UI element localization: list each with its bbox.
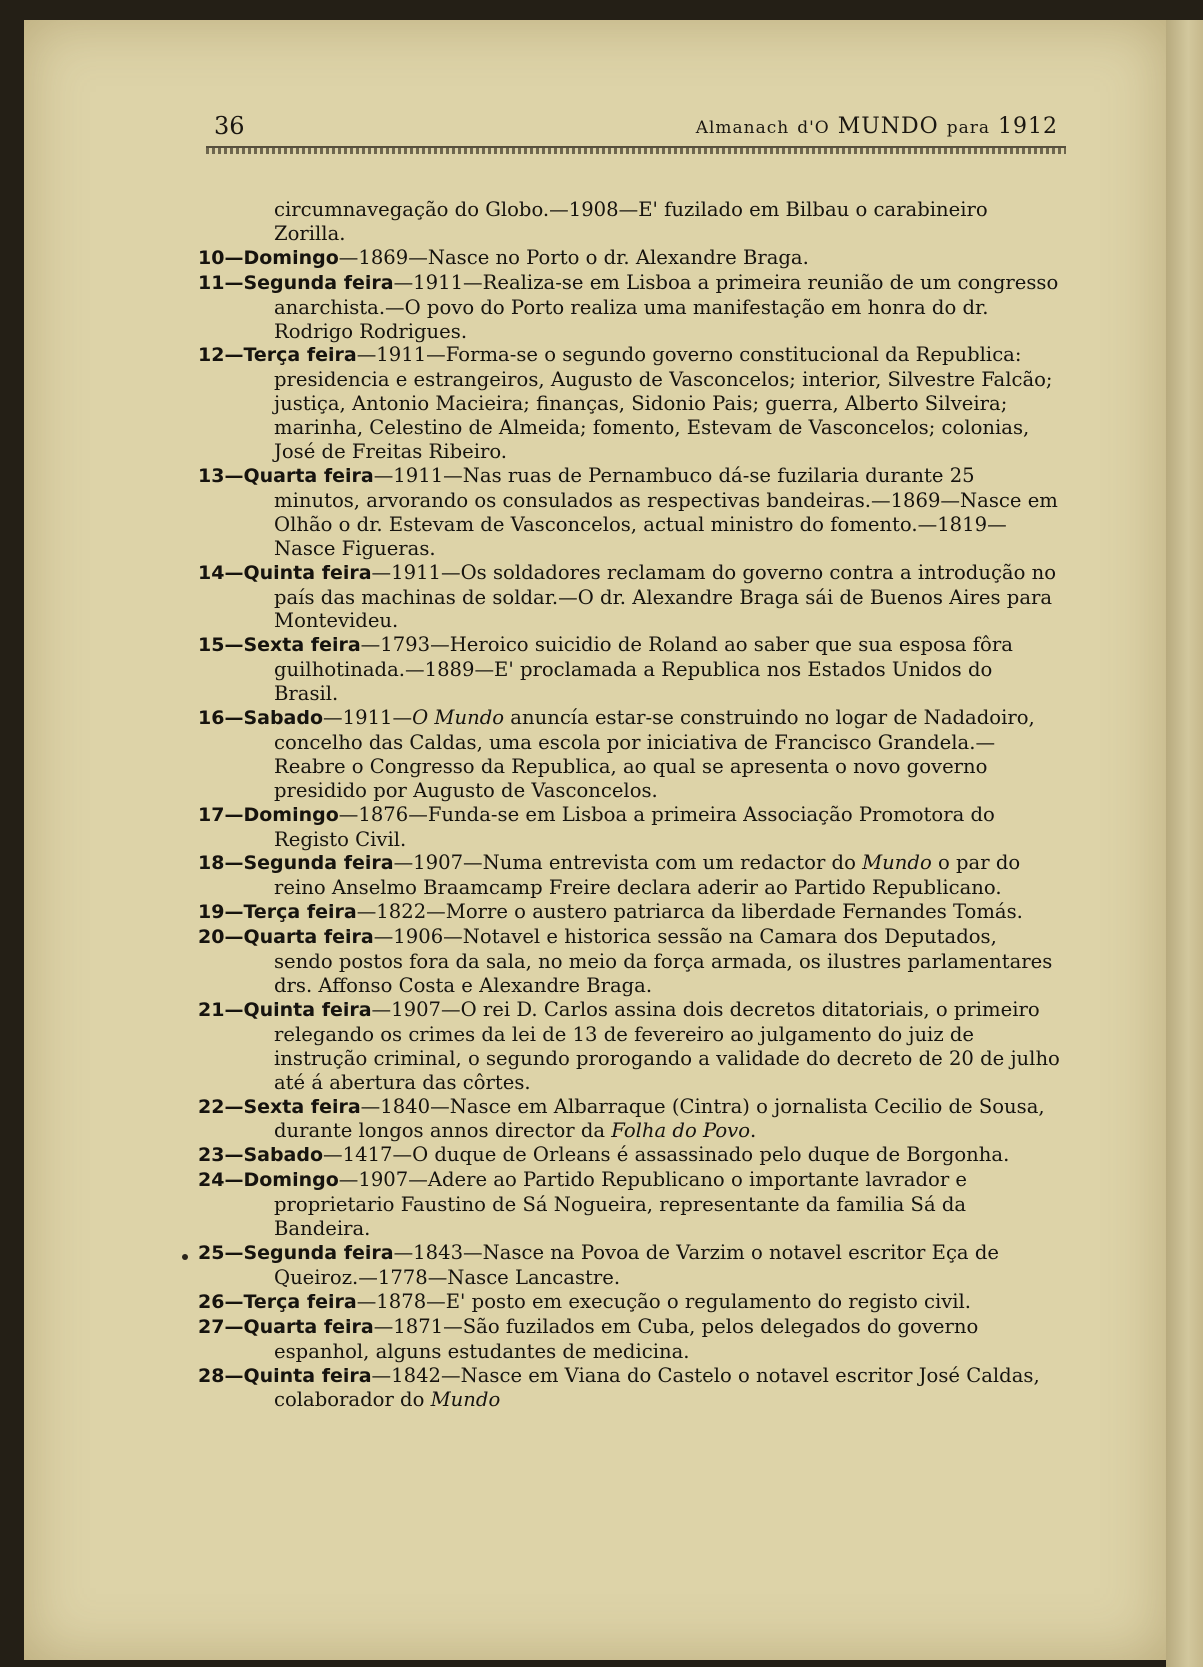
calendar-entry bbox=[198, 1095, 1060, 1144]
entry-day-number: 11 bbox=[198, 271, 225, 294]
calendar-entry bbox=[198, 343, 1060, 464]
entry-weekday: Quinta feira bbox=[243, 998, 372, 1021]
entry-day-number: 26 bbox=[198, 1290, 225, 1313]
running-title bbox=[696, 114, 1058, 139]
entry-text: —1876—Funda-se em Lisboa a primeira Associação Promotora do Registo Civil. bbox=[274, 802, 995, 851]
calendar-entry bbox=[198, 900, 1060, 925]
calendar-entry bbox=[198, 271, 1060, 344]
entry-italic-title: Mundo bbox=[430, 1388, 501, 1412]
entry-italic-title: Mundo bbox=[862, 851, 932, 875]
page-number: 36 bbox=[214, 112, 245, 140]
entry-date: 17—Domingo bbox=[198, 803, 339, 826]
calendar-entry bbox=[198, 561, 1060, 634]
entry-text: —1911—Realiza-se em Lisboa a primeira reunião de um congresso anarchista.—O povo do Porto realiza uma manifestação em honra do dr. Rodrigo Rodrigues. bbox=[274, 270, 1059, 343]
entry-weekday: Sexta feira bbox=[243, 1095, 361, 1118]
entry-day-number: 10 bbox=[198, 246, 225, 269]
entry-text: —1907—O rei D. Carlos assina dois decretos ditatoriais, o primeiro relegando os crimes da lei de 13 de fevereiro ao julgamento do juiz de instrução criminal, o segundo prorogando a validade do decreto de 20 de julho até á abertura das côrtes. bbox=[274, 997, 1060, 1094]
entry-text: . bbox=[750, 1119, 757, 1143]
entry-text: —1843—Nasce na Povoa de Varzim o notavel escritor Eça de Queiroz.—1778—Nasce Lancastre. bbox=[274, 1240, 999, 1289]
entry-text: —1907—Adere ao Partido Republicano o importante lavrador e proprietario Faustino de Sá Nogueira, representante da familia Sá da Bandeira. bbox=[274, 1168, 968, 1241]
entry-weekday: Sexta feira bbox=[243, 634, 361, 657]
entry-day-number: 19 bbox=[198, 901, 225, 924]
entry-weekday: Quinta feira bbox=[243, 1364, 372, 1387]
calendar-entry bbox=[198, 998, 1060, 1095]
title-para: para bbox=[946, 118, 990, 138]
calendar-entry bbox=[198, 1241, 1060, 1290]
entry-day-number: 12 bbox=[198, 344, 225, 367]
calendar-entry bbox=[198, 851, 1060, 900]
entry-date: 27—Quarta feira bbox=[198, 1315, 374, 1338]
calendar-entry bbox=[198, 1364, 1060, 1413]
entry-weekday: Segunda feira bbox=[243, 1241, 394, 1264]
ink-dot bbox=[182, 1254, 188, 1260]
page-header bbox=[186, 104, 1066, 144]
entry-day-number: 13 bbox=[198, 464, 225, 487]
entry-weekday: Quarta feira bbox=[243, 926, 374, 949]
entry-weekday: Quarta feira bbox=[243, 464, 374, 487]
entry-text: —1878—E' posto em execução o regulamento do registo civil. bbox=[356, 1289, 972, 1313]
header-rule bbox=[206, 146, 1066, 154]
entry-date: 23—Sabado bbox=[198, 1144, 324, 1167]
entry-date: 13—Quarta feira bbox=[198, 464, 374, 487]
entry-day-number: 20 bbox=[198, 926, 225, 949]
entry-weekday: Domingo bbox=[243, 246, 339, 269]
entry-date: 10—Domingo bbox=[198, 246, 339, 269]
entry-text: —1871—São fuzilados em Cuba, pelos delegados do governo espanhol, alguns estudantes de medicina. bbox=[274, 1314, 979, 1363]
entry-day-number: 16 bbox=[198, 707, 225, 730]
entry-day-number: 21 bbox=[198, 998, 225, 1021]
calendar-entry bbox=[198, 803, 1060, 852]
entry-text: o par do reino Anselmo Braamcamp Freire declara aderir ao Partido Republicano. bbox=[274, 851, 1021, 900]
entry-text: —1822—Morre o austero patriarca da liberdade Fernandes Tomás. bbox=[356, 900, 1023, 924]
entry-date: 12—Terça feira bbox=[198, 344, 357, 367]
entry-day-number: 17 bbox=[198, 803, 225, 826]
entry-text: —1907—Numa entrevista com um redactor do bbox=[393, 851, 863, 875]
entry-date: 16—Sabado bbox=[198, 707, 324, 730]
entries-list bbox=[198, 246, 1060, 1413]
entry-date: 14—Quinta feira bbox=[198, 561, 372, 584]
entry-date: 25—Segunda feira bbox=[198, 1241, 394, 1264]
title-prefix: Almanach bbox=[695, 118, 790, 138]
intro-paragraph: circumnavegação do Globo.—1908—E' fuzilado em Bilbau o carabineiro Zorilla. bbox=[274, 198, 988, 245]
calendar-entries bbox=[198, 198, 1060, 1412]
calendar-entry bbox=[198, 1143, 1060, 1168]
entry-day-number: 22 bbox=[198, 1095, 225, 1118]
entry-date: 21—Quinta feira bbox=[198, 998, 372, 1021]
entry-text: —1840—Nasce em Albarraque (Cintra) o jornalista Cecilio de Sousa, durante longos annos director da bbox=[274, 1094, 1045, 1143]
entry-day-number: 28 bbox=[198, 1364, 225, 1387]
entry-day-number: 23 bbox=[198, 1144, 225, 1167]
entry-date: 20—Quarta feira bbox=[198, 926, 374, 949]
entry-weekday: Terça feira bbox=[243, 1290, 357, 1313]
entry-weekday: Segunda feira bbox=[243, 852, 394, 875]
entry-text: —1911— bbox=[323, 706, 413, 730]
entry-day-number: 25 bbox=[198, 1241, 225, 1264]
entry-date: 19—Terça feira bbox=[198, 901, 357, 924]
entry-date: 11—Segunda feira bbox=[198, 271, 394, 294]
calendar-entry bbox=[198, 246, 1060, 271]
calendar-entry bbox=[198, 706, 1060, 803]
entry-weekday: Sabado bbox=[243, 707, 324, 730]
title-main: MUNDO bbox=[837, 114, 939, 139]
entry-date: 22—Sexta feira bbox=[198, 1095, 361, 1118]
entry-date: 26—Terça feira bbox=[198, 1290, 357, 1313]
entry-day-number: 15 bbox=[198, 634, 225, 657]
entry-weekday: Sabado bbox=[243, 1144, 324, 1167]
entry-text: —1906—Notavel e historica sessão na Camara dos Deputados, sendo postos fora da sala, no meio da força armada, os ilustres parlamentares drs. Affonso Costa e Alexandre Braga. bbox=[274, 925, 1053, 997]
entry-text: —1911—Os soldadores reclamam do governo contra a introdução no país das machinas de soldar.—O dr. Alexandre Braga sái de Buenos Aires para Montevideu. bbox=[274, 560, 1057, 633]
calendar-entry bbox=[198, 1290, 1060, 1315]
entry-date: 18—Segunda feira bbox=[198, 852, 394, 875]
entry-italic-title: O Mundo bbox=[412, 706, 505, 730]
entry-weekday: Segunda feira bbox=[243, 271, 394, 294]
entry-weekday: Terça feira bbox=[243, 344, 357, 367]
entry-text: —1417—O duque de Orleans é assassinado pelo duque de Borgonha. bbox=[323, 1143, 1010, 1167]
entry-text: —1911—Nas ruas de Pernambuco dá-se fuzilaria durante 25 minutos, arvorando os consulados as respectivas bandeiras.—1869—Nasce em Olhão o dr. Estevam de Vasconcelos, actual ministro do fomento.—1819—Nasce Figueras. bbox=[274, 463, 1058, 560]
entry-day-number: 18 bbox=[198, 852, 225, 875]
entry-day-number: 14 bbox=[198, 561, 225, 584]
entry-text: —1793—Heroico suicidio de Roland ao saber que sua esposa fôra guilhotinada.—1889—E' proclamada a Republica nos Estados Unidos do Brasil. bbox=[274, 633, 1013, 706]
entry-text: —1911—Forma-se o segundo governo constitucional da Republica: presidencia e estrangeiros, Augusto de Vasconcelos; interior, Silvestre Falcão; justiça, Antonio Macieira; finanças, Sidonio Pais; guerra, Alberto Silveira; marinha, Celestino de Almeida; fomento, Estevam de Vasconcelos; colonias, José de Freitas Ribeiro. bbox=[274, 343, 1053, 464]
calendar-entry bbox=[198, 633, 1060, 706]
calendar-entry bbox=[198, 1315, 1060, 1364]
title-year: 1912 bbox=[998, 114, 1058, 139]
calendar-entry bbox=[198, 925, 1060, 998]
entry-weekday: Quinta feira bbox=[243, 561, 372, 584]
entry-text: anuncía estar-se construindo no logar de Nadadoiro, concelho das Caldas, uma escola por iniciativa de Francisco Grandela.—Reabre o Congresso da Republica, ao qual se apresenta o novo governo presidido por Augusto de Vasconcelos. bbox=[274, 706, 1035, 802]
entry-date: 15—Sexta feira bbox=[198, 634, 361, 657]
page-edge bbox=[1166, 20, 1203, 1667]
entry-weekday: Domingo bbox=[243, 1169, 339, 1192]
entry-date: 24—Domingo bbox=[198, 1169, 339, 1192]
entry-weekday: Terça feira bbox=[243, 901, 357, 924]
entry-italic-title: Folha do Povo bbox=[611, 1119, 751, 1143]
entry-text: —1842—Nasce em Viana do Castelo o notavel escritor José Caldas, colaborador do bbox=[274, 1363, 1040, 1412]
title-de: d'O bbox=[797, 118, 830, 138]
calendar-entry bbox=[198, 464, 1060, 561]
entry-day-number: 27 bbox=[198, 1315, 225, 1338]
entry-weekday: Domingo bbox=[243, 803, 339, 826]
entry-text: —1869—Nasce no Porto o dr. Alexandre Braga. bbox=[338, 245, 809, 269]
entry-day-number: 24 bbox=[198, 1169, 225, 1192]
entry-weekday: Quarta feira bbox=[243, 1315, 374, 1338]
calendar-entry bbox=[198, 1168, 1060, 1241]
entry-date: 28—Quinta feira bbox=[198, 1364, 372, 1387]
